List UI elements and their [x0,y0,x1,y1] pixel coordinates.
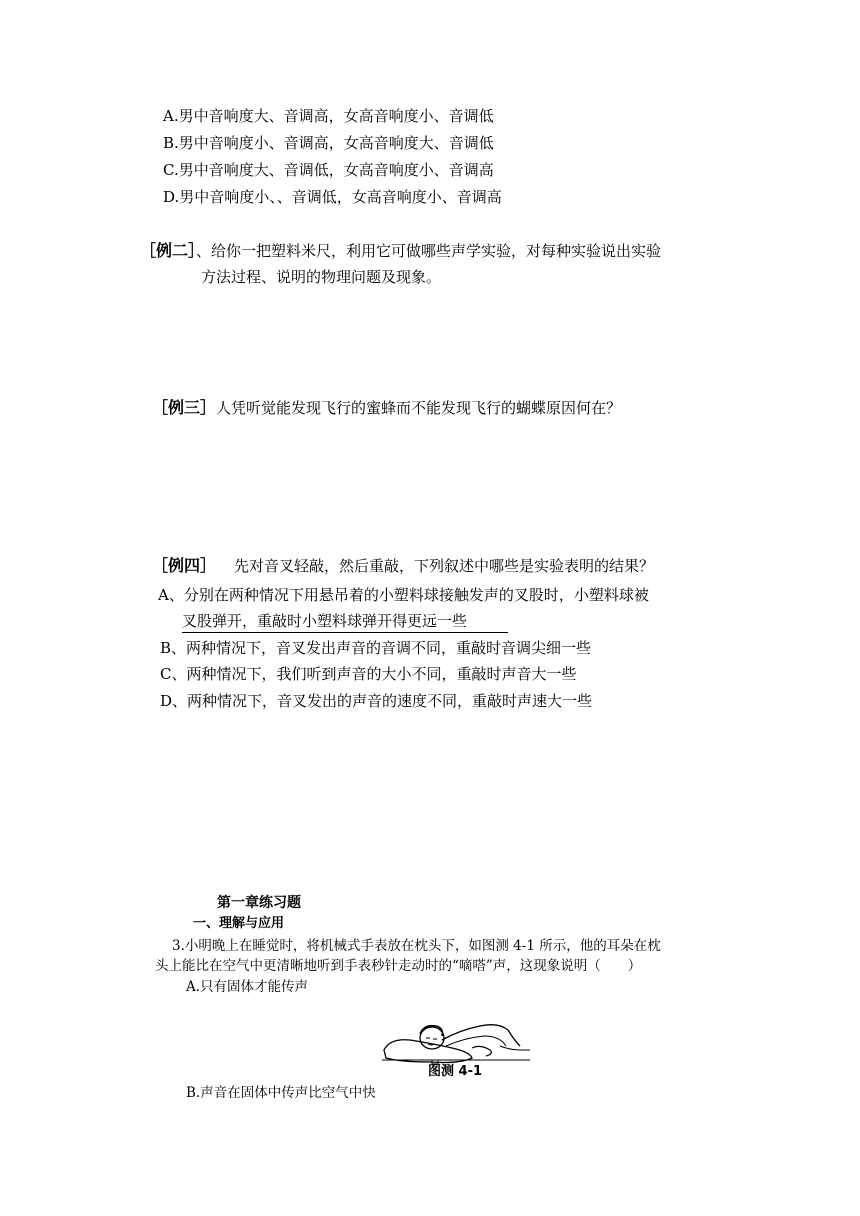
example-4-option-b: B、两种情况下，音叉发出声音的音调不同，重敲时音调尖细一些 [160,639,592,657]
sleeping-person-figure [380,1020,532,1066]
example-3-text: 人凭听觉能发现飞行的蜜蜂而不能发现飞行的蝴蝶原因何在？ [216,399,622,417]
question-3-option-b: B.声音在固体中传声比空气中快 [186,1085,376,1101]
example-4-option-c: C、两种情况下，我们听到声音的大小不同，重敲时声音大一些 [160,665,577,683]
example-2-line-1 [140,241,661,261]
example-4-option-a-line-1: A、分别在两种情况下用悬吊着的小塑料球接触发声的叉股时，小塑料球被 [158,586,649,604]
example-2-text: 、给你一把塑料米尺，利用它可做哪些声学实验，对每种实验说出实验 [196,242,662,260]
example-4-option-a-line-2: 叉股弹开，重敲时小塑料球弹开得更远一些 [182,612,468,630]
question-3-line-2: 头上能比在空气中更清晰地听到手表秒针走动时的“嘀嗒”声，这现象说明（ ） [155,958,642,974]
example-3 [152,398,621,418]
option-b: B.男中音响度小、音调高，女高音响度大、音调低 [163,134,494,152]
example-3-label: ［例三］ [152,398,217,417]
figure-caption: 图测 4-1 [428,1064,483,1079]
option-c: C.男中音响度大、音调低，女高音响度小、音调高 [163,161,494,179]
question-3-option-a: A.只有固体才能传声 [186,979,309,995]
example-4-stem [152,556,654,576]
example-4-label: ［例四］ [152,556,217,575]
section-heading: 一、理解与应用 [193,916,285,931]
example-4-text: 先对音叉轻敲，然后重敲，下列叙述中哪些是实验表明的结果？ [234,557,655,575]
text-underline [182,632,508,633]
example-4-option-d: D、两种情况下，音叉发出的声音的速度不同，重敲时声速大一些 [160,692,593,710]
option-a: A.男中音响度大、音调高，女高音响度小、音调低 [163,107,494,125]
question-3-line-1: 3.小明晚上在睡觉时，将机械式手表放在枕头下，如图测 4-1 所示，他的耳朵在枕 [172,938,661,954]
example-2-line-2: 方法过程、说明的物理问题及现象。 [201,268,442,286]
example-2-label: ［例二］ [140,241,197,260]
option-d: D.男中音响度小、、音调低，女高音响度小、音调高 [163,188,502,206]
exercises-title: 第一章练习题 [217,895,301,911]
